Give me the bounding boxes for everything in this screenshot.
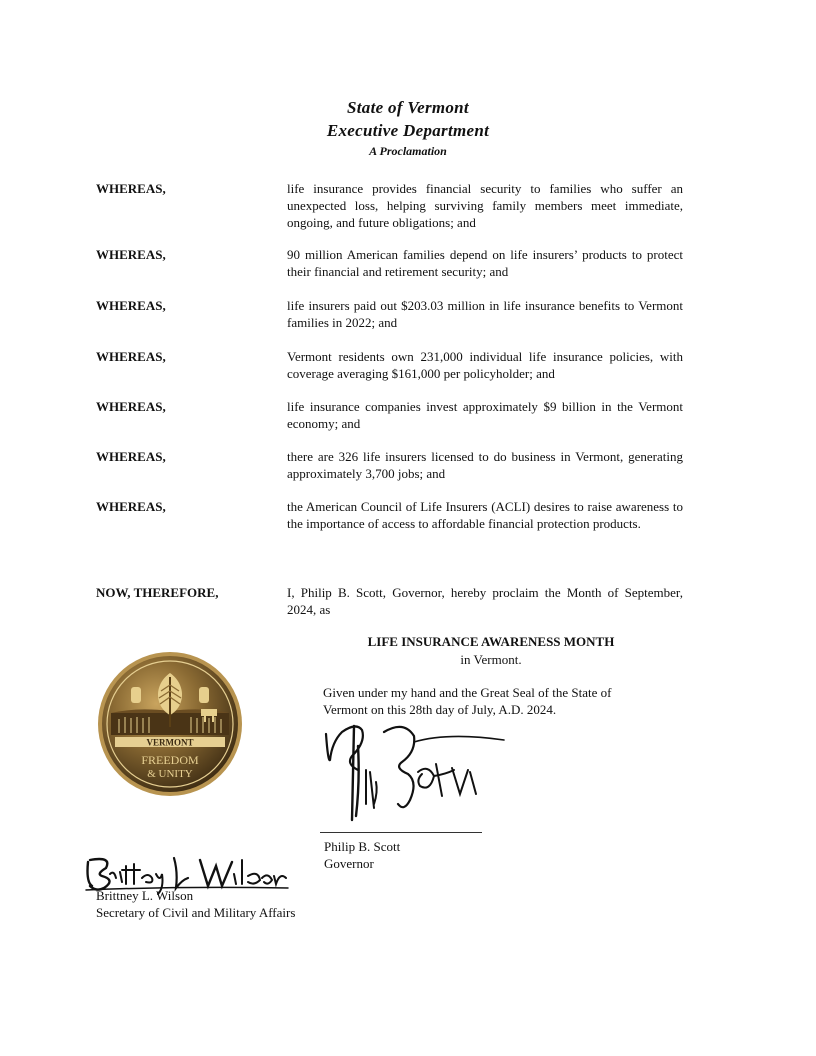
header-department: Executive Department [326, 121, 490, 140]
given-line-2: Vermont on this 28th day of July, A.D. 2024. [323, 702, 557, 717]
seal-freedom-text: FREEDOM [141, 753, 199, 767]
clause-6 [96, 448, 686, 484]
governor-signature-line [320, 832, 482, 833]
secretary-title: Secretary of Civil and Military Affairs [96, 905, 296, 920]
clause-keyword: WHEREAS, [96, 181, 166, 196]
given-line-1: Given under my hand and the Great Seal of the State of [323, 685, 612, 700]
clause-keyword: WHEREAS, [96, 499, 166, 514]
clause-keyword: WHEREAS, [96, 349, 166, 364]
header-state: State of Vermont [347, 98, 469, 117]
clause-3 [96, 297, 686, 333]
clause-4 [96, 348, 686, 384]
clause-text: there are 326 life insurers licensed to do business in Vermont, generating approximately 3,700 jobs; and [287, 449, 683, 481]
clause-text: life insurance provides financial security to families who suffer an unexpected loss, helping surviving family members meet immediate, ongoing, and future obligations; and [287, 181, 683, 230]
clause-keyword: WHEREAS, [96, 449, 166, 464]
seal-vermont-text: VERMONT [146, 737, 194, 748]
clause-keyword: WHEREAS, [96, 298, 166, 313]
clause-text: the American Council of Life Insurers (ACLI) desires to raise awareness to the importance of access to affordable financial protection products. [287, 499, 683, 531]
clause-7 [96, 498, 686, 550]
governor-signature-icon [318, 712, 508, 844]
clause-text: life insurance companies invest approximately $9 billion in the Vermont economy; and [287, 399, 683, 431]
proclamation-title: LIFE INSURANCE AWARENESS MONTH [367, 634, 615, 649]
secretary-block [96, 887, 295, 921]
clause-5 [96, 398, 686, 434]
clause-text: life insurers paid out $203.03 million in life insurance benefits to Vermont families in 2022; and [287, 298, 683, 330]
governor-title: Governor [324, 856, 374, 871]
clause-keyword: WHEREAS, [96, 247, 166, 262]
clause-text: I, Philip B. Scott, Governor, hereby proclaim the Month of September, 2024, as [287, 585, 683, 617]
seal-unity-text: & UNITY [147, 768, 193, 780]
secretary-name: Brittney L. Wilson [96, 888, 194, 903]
clause-keyword: NOW, THEREFORE, [96, 585, 219, 600]
header-proclamation: A Proclamation [369, 144, 447, 158]
governor-block [324, 838, 400, 872]
great-seal-icon [97, 651, 243, 797]
proclamation-subtitle: in Vermont. [460, 652, 522, 667]
clause-text: Vermont residents own 231,000 individual life insurance policies, with coverage averaging $161,000 per policyholder; and [287, 349, 683, 381]
clause-now-therefore [96, 584, 686, 620]
clause-1 [96, 180, 686, 232]
clause-text: 90 million American families depend on life insurers’ products to protect their financial and retirement security; and [287, 247, 683, 279]
clause-2 [96, 246, 686, 282]
clause-keyword: WHEREAS, [96, 399, 166, 414]
governor-name: Philip B. Scott [324, 839, 401, 854]
